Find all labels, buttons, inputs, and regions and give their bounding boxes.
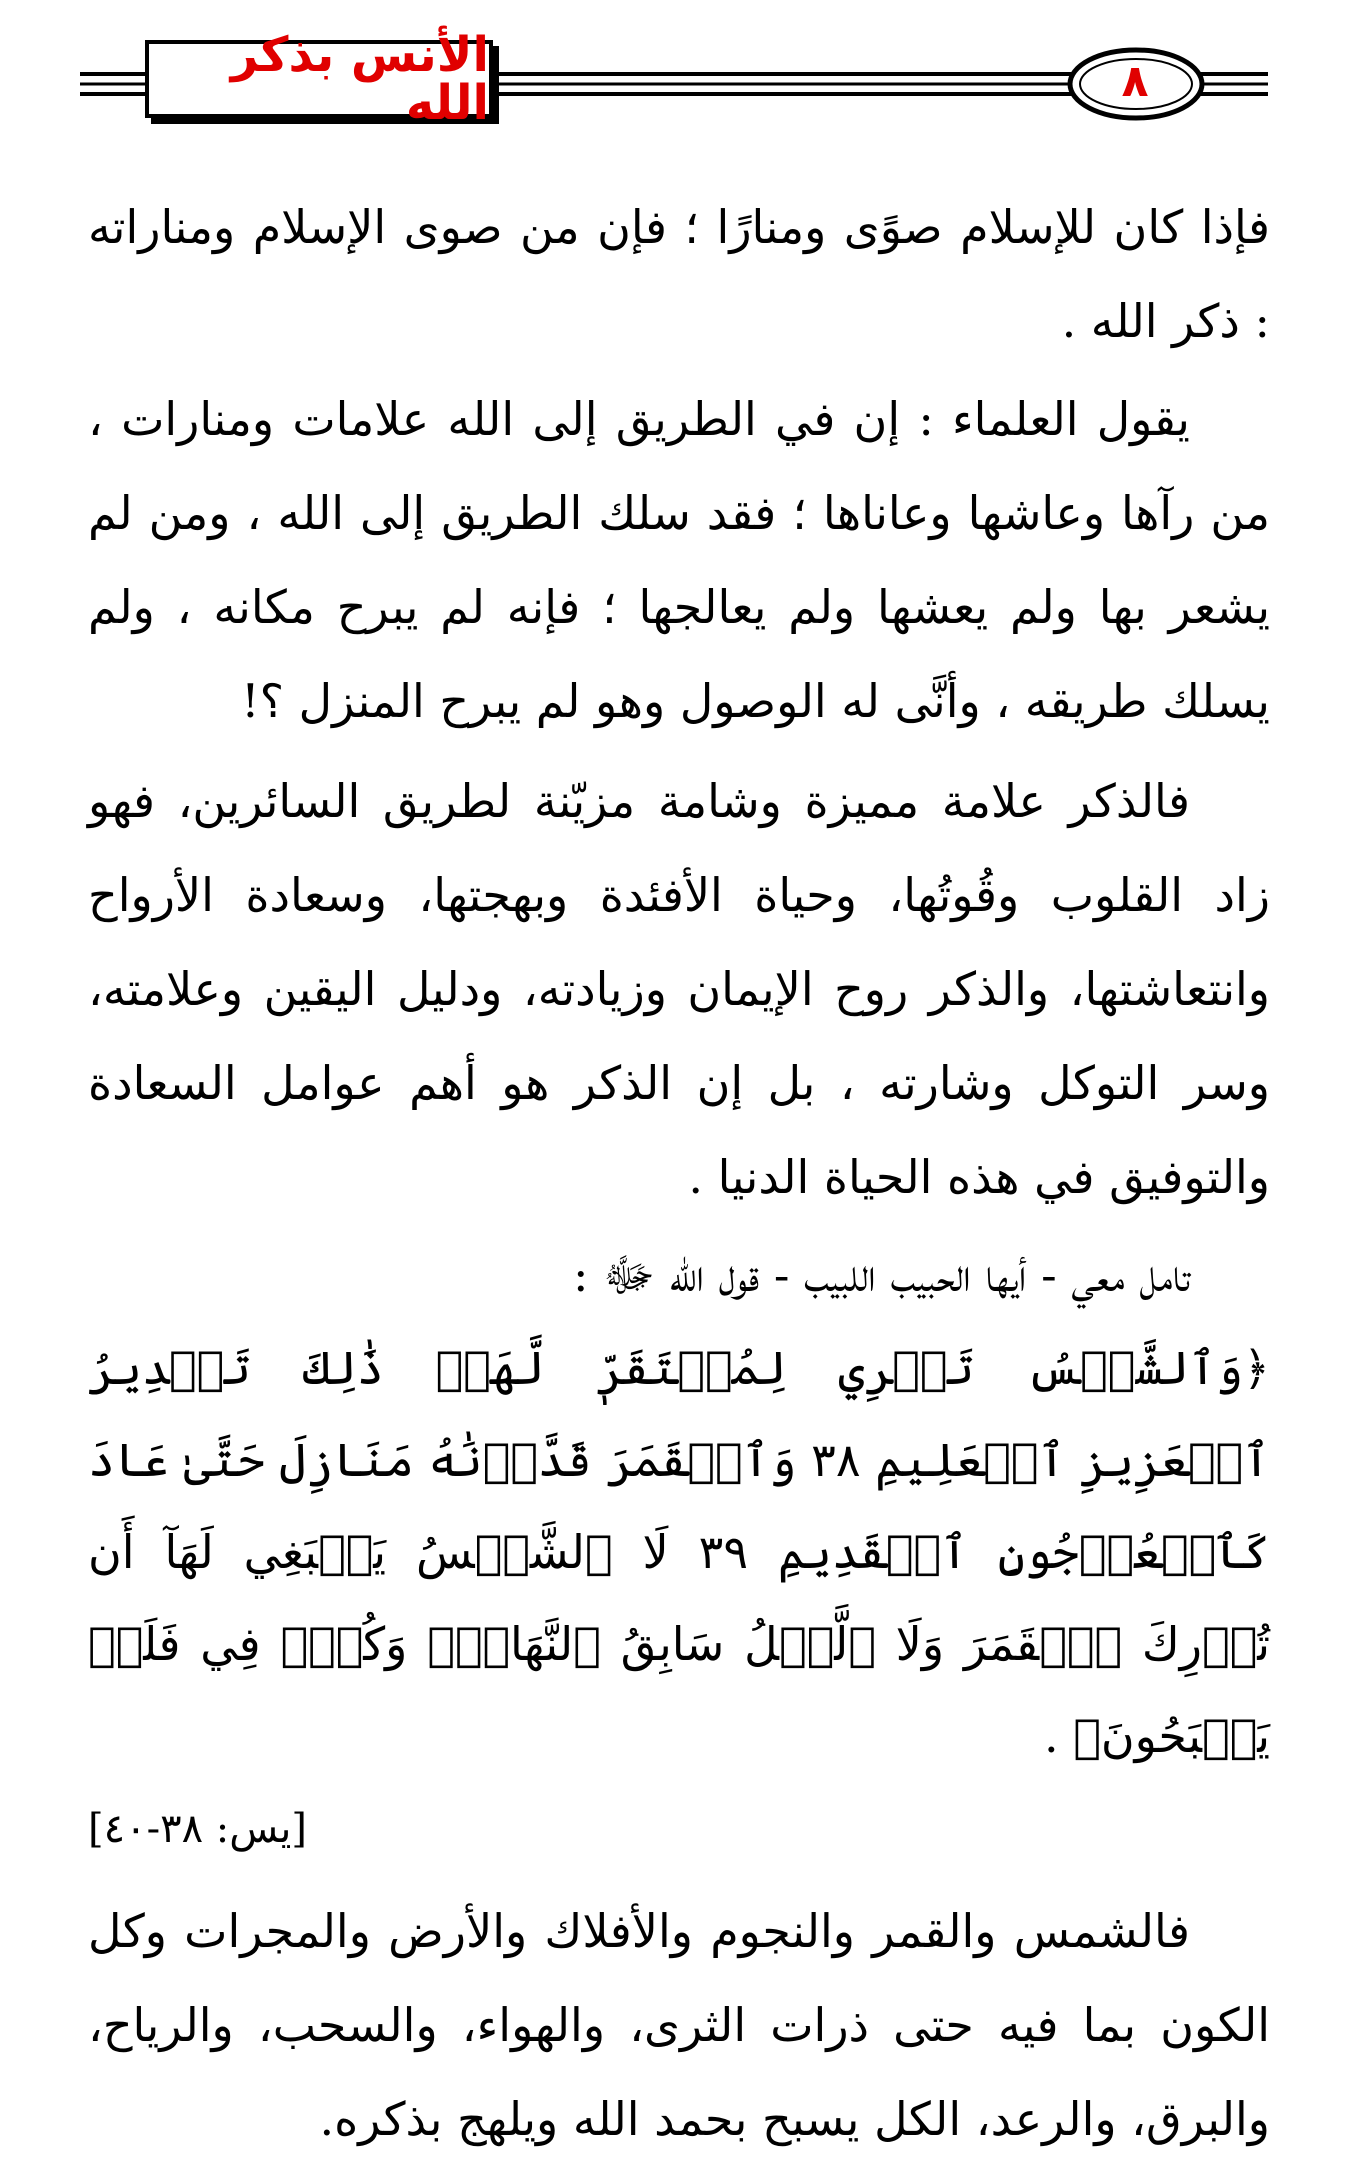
paragraph-5: فالشمس والقمر والنجوم والأفلاك والأرض والمجرات وكل الكون بما فيه حتى ذرات الثرى، والهواء، والسحب، والرياح، والبرق، والرعد، الكل يسبح بحمد الله ويلهج بذكره.	[88, 1904, 1270, 2146]
paragraph-3: فالذكر علامة مميزة وشامة مزيّنة لطريق السائرين، فهو زاد القلوب وقُوتُها، وحياة الأفئدة وبهجتها، وسعادة الأرواح وانتعاشتها، والذكر روح الإيمان وزيادته، ودليل اليقين وعلامته، وسر التوكل وشارته ، بل إن الذكر هو أهم عوامل السعادة والتوفيق في هذه الحياة الدنيا .	[88, 774, 1270, 1204]
running-header	[0, 0, 1356, 140]
paragraph-4-intro: تامل معي - أيها الحبيب اللبيب - قول الله ﷻ :	[572, 1248, 1190, 1302]
paragraph-2: يقول العلماء : إن في الطريق إلى الله علامات ومنارات ، من رآها وعاشها وعاناها ؛ فقد سلك الطريق إلى الله ، ومن لم يشعر بها ولم يعشها ولم يعالجها ؛ فإنه لم يبرح مكانه ، ولم يسلك طريقه ، وأنَّى له الوصول وهو لم يبرح المنزل ؟!	[88, 392, 1270, 728]
quran-verse: ﴿وَٱلشَّمۡسُ تَجۡرِي لِمُسۡتَقَرّٖ لَّهَاۚ ذَٰلِكَ تَقۡدِيرُ ٱلۡعَزِيزِ ٱلۡعَلِيمِ ٣٨ وَٱلۡقَمَرَ قَدَّرۡنَٰهُ مَنَازِلَ حَتَّىٰ عَادَ كَٱلۡعُرۡجُونِ ٱلۡقَدِيمِ ٣٩ لَا ٱلشَّمۡسُ يَنۢبَغِي لَهَآ أَن تُدۡرِكَ ٱلۡقَمَرَ وَلَا ٱلَّيۡلُ سَابِقُ ٱلنَّهَارِۚ وَكُلّٞ فِي فَلَكٖ يَسۡبَحُونَ﴾ .	[88, 1341, 1270, 1763]
verse-citation: [يس: ٣٨-٤٠]	[88, 1806, 307, 1852]
page-body	[88, 180, 1270, 2166]
page-number: ٨	[1121, 56, 1149, 107]
book-title-box	[145, 27, 493, 131]
book-title: الأنس بذكر الله	[230, 27, 489, 131]
paragraph-1: فإذا كان للإسلام صوًى ومنارًا ؛ فإن من صوى الإسلام ومناراته : ذكر الله .	[88, 200, 1270, 348]
